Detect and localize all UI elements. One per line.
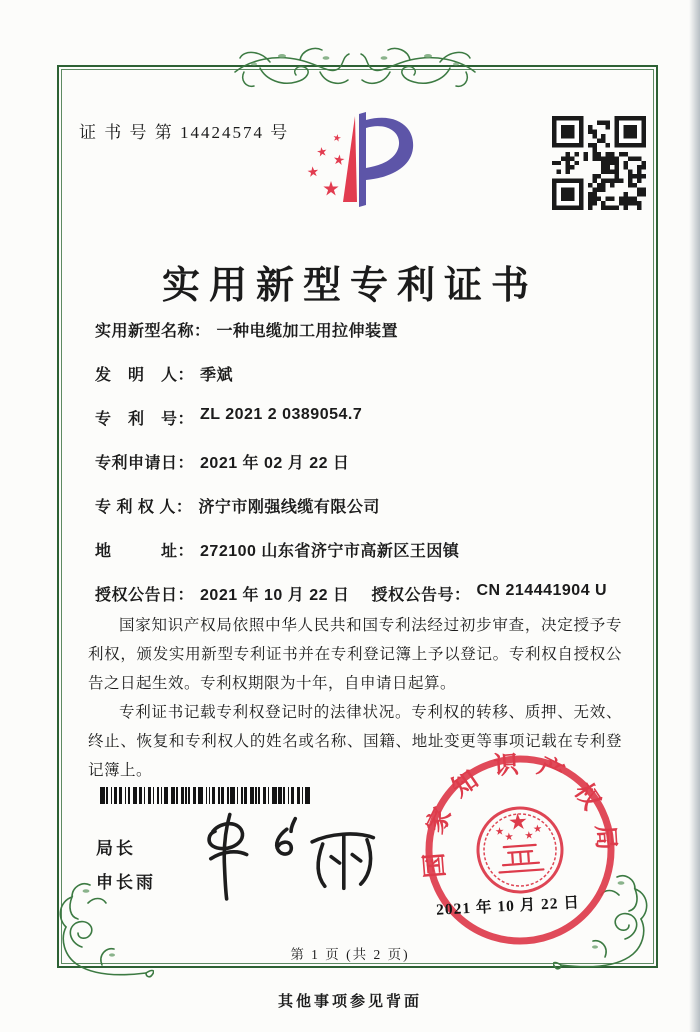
- field-value: ZL 2021 2 0389054.7: [200, 406, 363, 423]
- director-role: 局长: [96, 839, 136, 858]
- field-label: 地 址：: [95, 543, 195, 560]
- field-value: 季斌: [200, 367, 234, 384]
- field-filing-date: [95, 450, 607, 472]
- field-utility-model-name: [95, 318, 607, 340]
- cnipa-logo-icon: [293, 110, 428, 218]
- qr-code-icon: [552, 116, 646, 210]
- grant-date-label: 授权公告日：: [95, 587, 195, 604]
- page-number: 第 1 页 (共 2 页): [290, 947, 410, 962]
- field-value: 一种电缆加工用拉伸装置: [216, 323, 399, 340]
- field-address: [95, 538, 607, 560]
- page-edge-shadow: [689, 0, 700, 1032]
- field-label: 专利申请日：: [95, 455, 195, 472]
- field-patent-number: [95, 406, 607, 428]
- director-signature: [198, 806, 383, 901]
- field-label: 专 利 号：: [95, 411, 195, 428]
- seal-date: 2021 年 10 月 22 日: [435, 894, 581, 919]
- field-label: 实用新型名称：: [95, 323, 211, 340]
- field-value: 272100 山东省济宁市高新区王因镇: [200, 543, 460, 560]
- grant-number-label: 授权公告号：: [371, 587, 471, 604]
- back-side-note: 其他事项参见背面: [277, 994, 422, 1010]
- grant-date-value: 2021 年 10 月 22 日: [200, 587, 350, 604]
- seal-ring-text: 国家知识产权局: [418, 749, 622, 880]
- field-inventor: [95, 362, 607, 384]
- top-flourish-ornament: [230, 42, 480, 100]
- official-seal-icon: [413, 743, 626, 956]
- field-label: 专 利 权 人：: [95, 499, 193, 516]
- director-name: 申长雨: [96, 873, 156, 892]
- field-value: 济宁市刚强线缆有限公司: [198, 499, 380, 516]
- certificate-number: 证 书 号 第 14424574 号: [79, 123, 290, 142]
- field-list: [95, 318, 608, 604]
- legal-paragraph-1: 国家知识产权局依照中华人民共和国专利法经过初步审查，决定授予专利权，颁发实用新型专利证书并在专利登记簿上予以登记。专利权自授权公告之日起生效。专利权期限为十年，自申请日起算。: [88, 617, 622, 692]
- field-grant-row: [95, 582, 608, 604]
- grant-number-value: CN 214441904 U: [476, 582, 608, 599]
- certificate-title: 实用新型专利证书: [161, 265, 538, 308]
- field-patentee: [95, 494, 607, 516]
- field-label: 发 明 人：: [95, 367, 195, 384]
- legal-paragraph-2: 专利证书记载专利权登记时的法律状况。专利权的转移、质押、无效、终止、恢复和专利权人的姓名或名称、国籍、地址变更等事项记载在专利登记簿上。: [88, 704, 622, 779]
- svg-text:国家知识产权局: [413, 744, 621, 879]
- barcode-icon: [100, 787, 313, 804]
- field-value: 2021 年 02 月 22 日: [200, 455, 350, 472]
